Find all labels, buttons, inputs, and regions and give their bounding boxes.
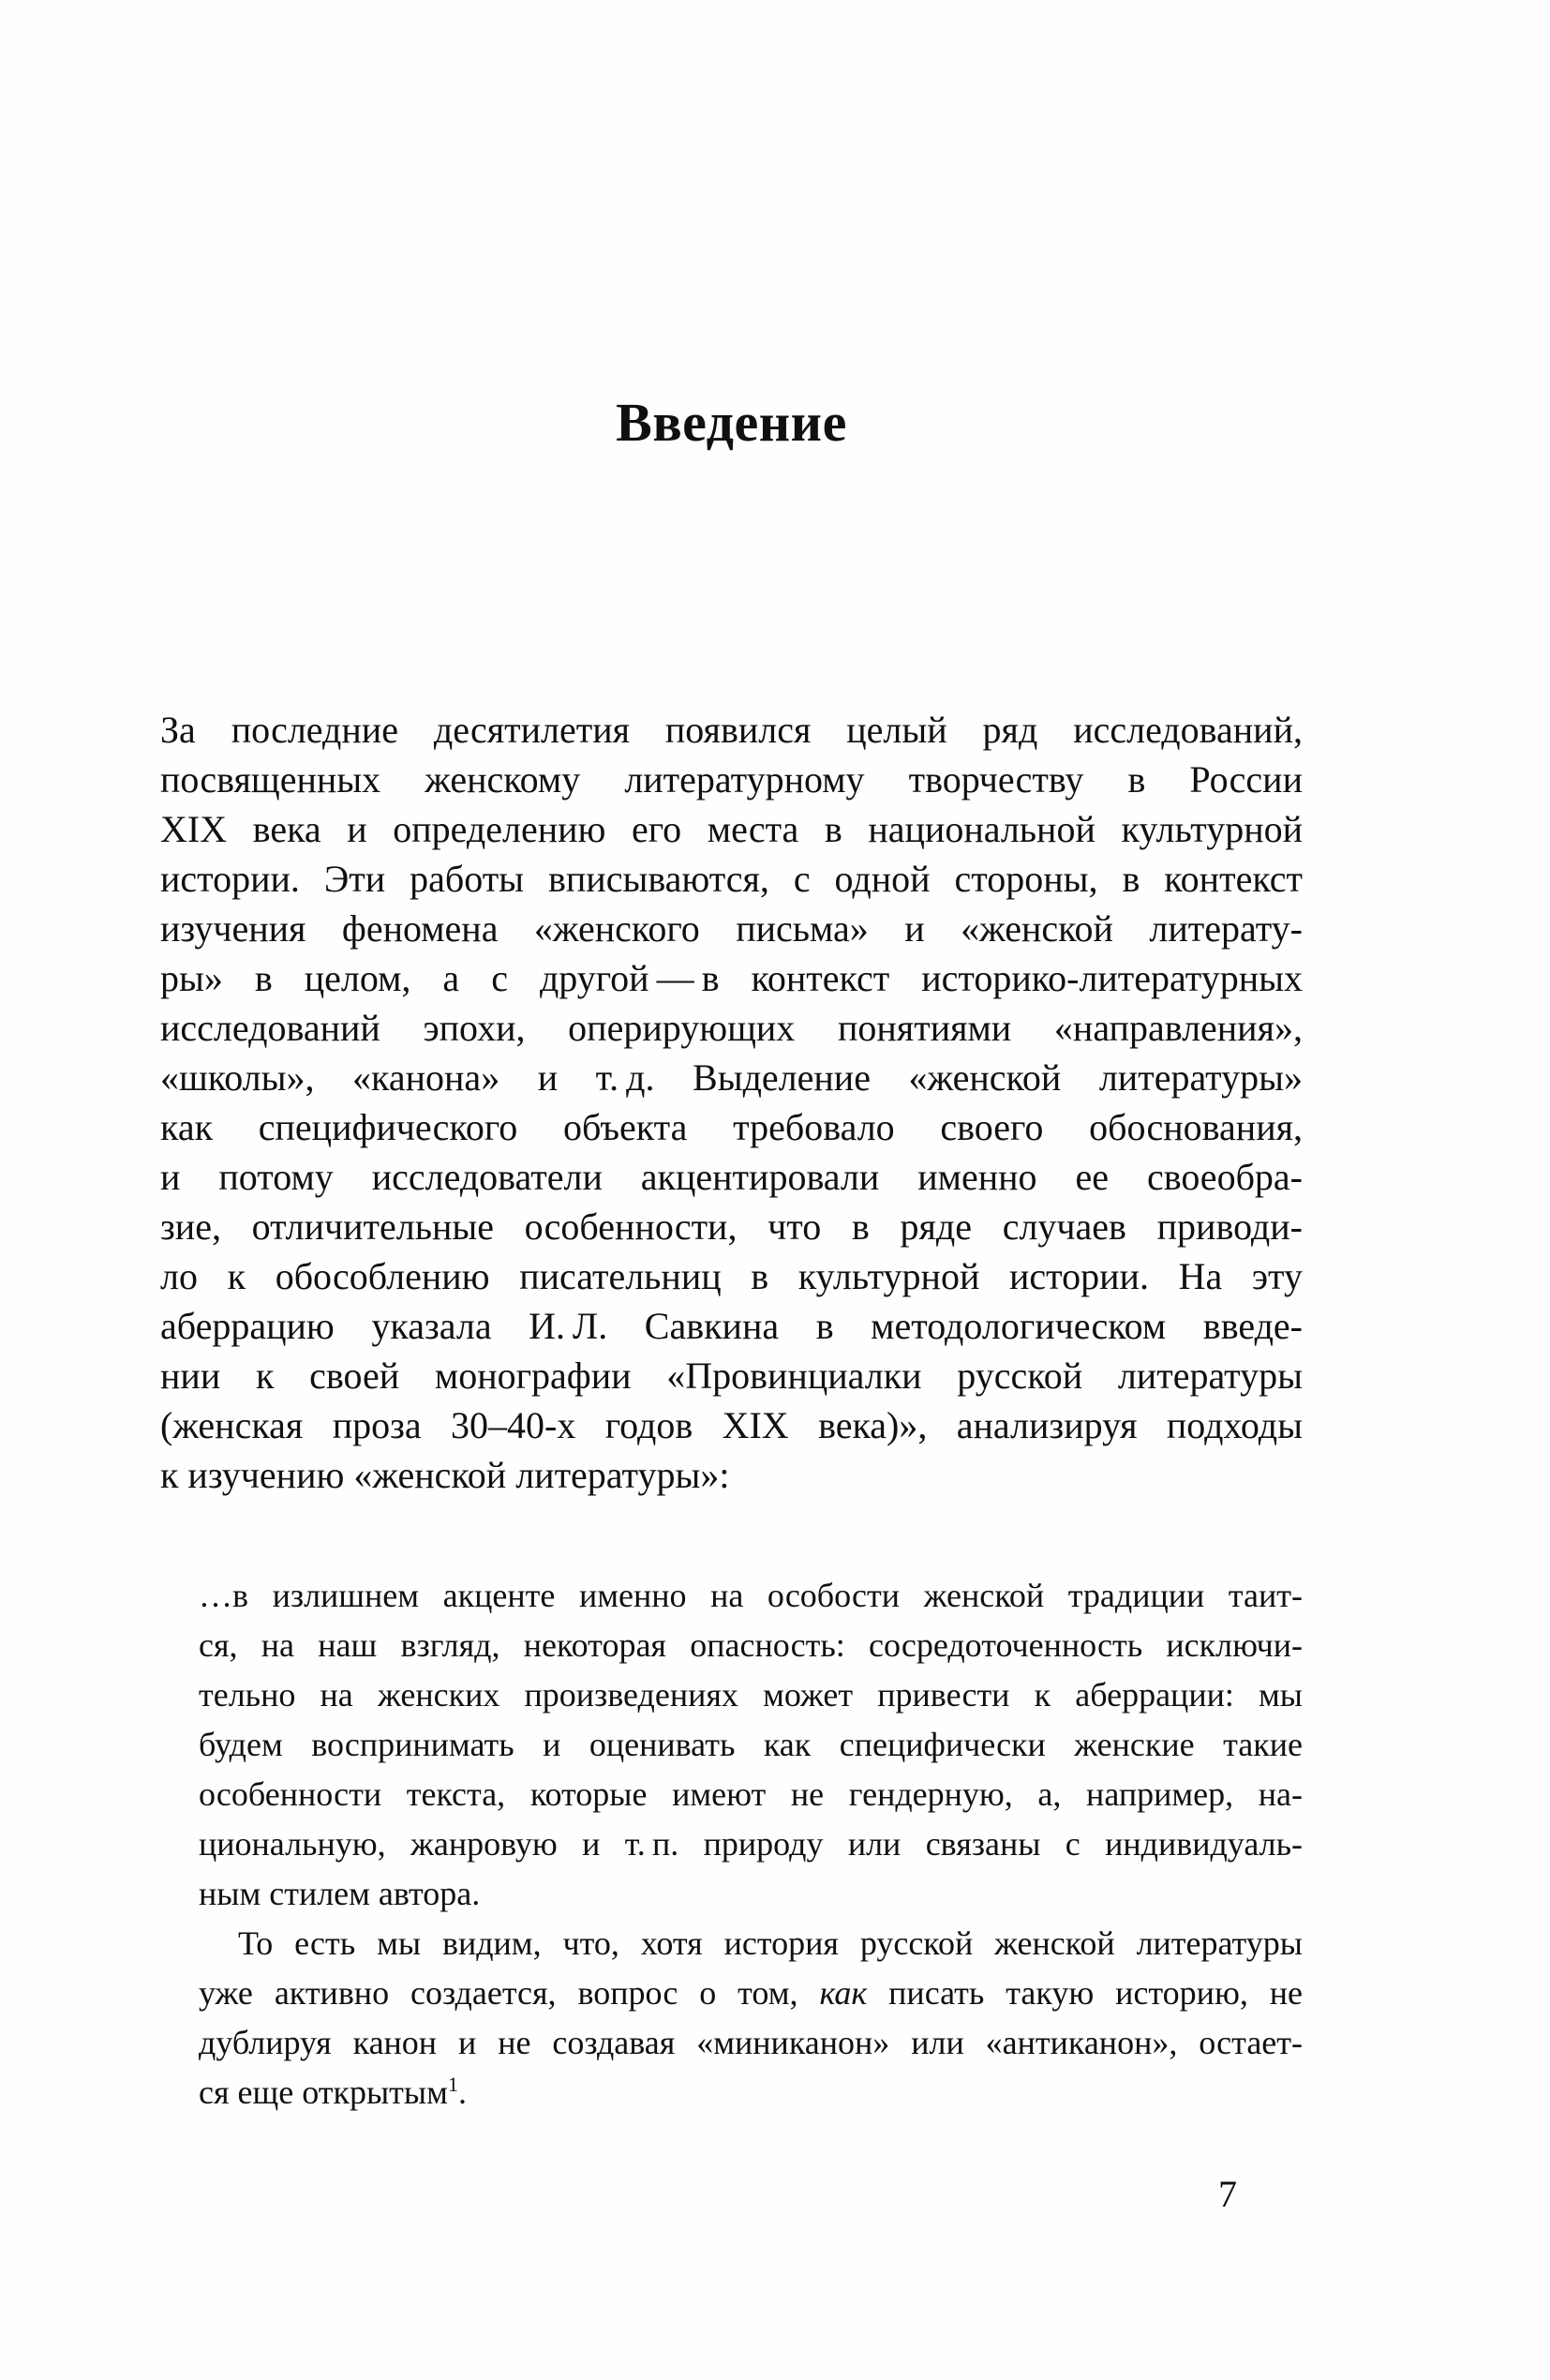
quote-line: тельно на женских произведениях может привести к аберрации: мы <box>199 1676 1303 1714</box>
text-line: аберрацию указала И. Л. Савкина в методологическом введе- <box>160 1305 1303 1347</box>
quote-line <box>199 1968 1303 2018</box>
quote-line: особенности текста, которые имеют не гендерную, а, например, на- <box>199 1775 1303 1813</box>
quote-line: циональную, жанровую и т. п. природу или связаны с индивидуаль- <box>199 1825 1303 1863</box>
quote-line: будем воспринимать и оценивать как специфически женские такие <box>199 1726 1303 1763</box>
text-line: исследований эпохи, оперирующих понятиями «направления», <box>160 1007 1303 1049</box>
text-line: посвященных женскому литературному творчеству в России <box>160 758 1303 801</box>
quote-line: То есть мы видим, что, хотя история русской женской литературы <box>238 1924 1303 1962</box>
page-number: 7 <box>1218 2173 1237 2215</box>
footnote-reference: 1 <box>447 2073 459 2096</box>
text-line: (женская проза 30–40-х годов XIX века)», анализируя подходы <box>160 1404 1303 1446</box>
chapter-title: Введение <box>616 392 847 453</box>
quote-line: ся, на наш взгляд, некоторая опасность: сосредоточенность исключи- <box>199 1626 1303 1664</box>
text-line: ло к обособлению писательниц в культурной истории. На эту <box>160 1255 1303 1297</box>
text-line: «школы», «канона» и т. д. Выделение «женской литературы» <box>160 1056 1303 1099</box>
text-line: За последние десятилетия появился целый ряд исследований, <box>160 709 1303 751</box>
text-line: XIX века и определению его места в национальной культурной <box>160 808 1303 850</box>
quote-text-segment: . <box>458 2073 468 2111</box>
quote-text-segment: ся еще открытым <box>199 2073 448 2111</box>
quote-paragraph-2 <box>199 1919 1303 2118</box>
quote-text-segment: уже активно создается, вопрос о том, <box>199 1974 820 2012</box>
quote-paragraph-1 <box>199 1571 1303 1919</box>
block-quote <box>199 1571 1303 2118</box>
quote-text-segment: писать такую историю, не <box>867 1974 1304 2012</box>
quote-line: ным стилем автора. <box>199 1875 481 1912</box>
text-line: как специфического объекта требовало своего обоснования, <box>160 1106 1303 1148</box>
quote-line: …в излишнем акценте именно на особости женской традиции таит- <box>199 1577 1303 1614</box>
intro-paragraph <box>160 705 1303 1500</box>
text-line: и потому исследователи акцентировали именно ее своеобра- <box>160 1156 1303 1198</box>
text-line: истории. Эти работы вписываются, с одной стороны, в контекст <box>160 858 1303 900</box>
text-line: зие, отличительные особенности, что в ряде случаев приводи- <box>160 1205 1303 1248</box>
quote-line: дублируя канон и не создавая «миниканон» или «антиканон», остает- <box>199 2024 1303 2061</box>
quote-text-italic: как <box>819 1974 868 2012</box>
quote-line <box>199 2068 1303 2118</box>
text-line: изучения феномена «женского письма» и «женской литерату- <box>160 907 1303 950</box>
text-line: нии к своей монографии «Провинциалки русской литературы <box>160 1355 1303 1397</box>
text-line: к изучению «женской литературы»: <box>160 1454 730 1496</box>
text-line: ры» в целом, а с другой — в контекст историко-литературных <box>160 957 1303 999</box>
